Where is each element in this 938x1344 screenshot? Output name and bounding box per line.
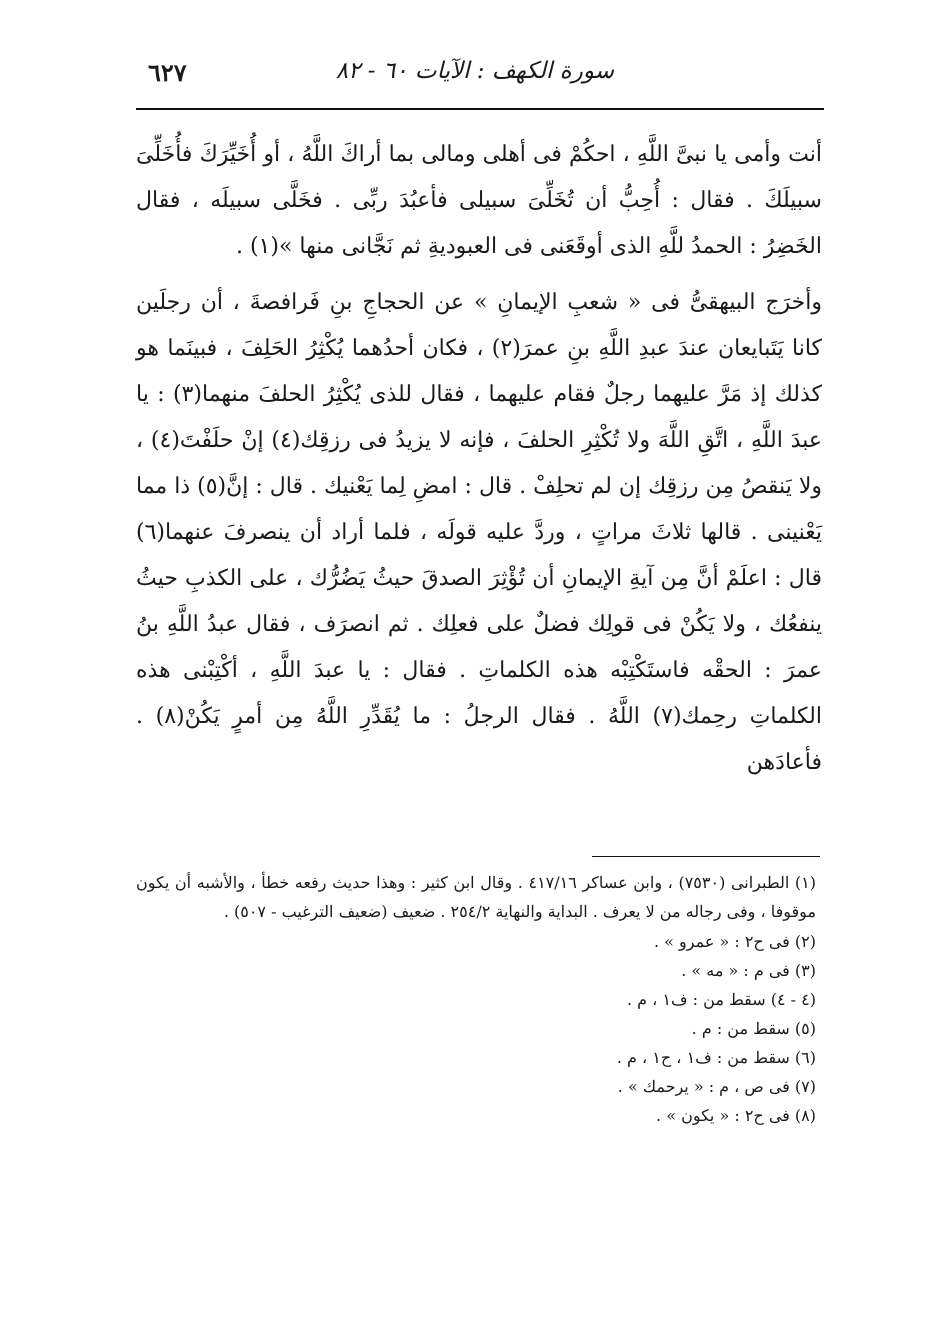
footnote: (١) الطبرانى (٧٥٣٠) ، وابن عساكر ٤١٧/١٦ . وقال ابن كثير : وهذا حديث رفعه خطأ ، والأشبه أن يكون موقوفا ، وفى رجاله من لا يعرف . البداية والنهاية ٢٥٤/٢ . ضعيف (ضعيف الترغيب - ٥٠٧) .: [136, 873, 816, 921]
footnote-rule: [592, 856, 820, 857]
paragraph: أنت وأمى يا نبىَّ اللَّهِ ، احكُمْ فى أهلى ومالى بما أراكَ اللَّهُ ، أو أُخَيِّرَكَ فأُخَلِّىَ سبيلَكَ . فقال : أُحِبُّ أن تُخَلِّىَ سبيلى فأعبُدَ ربِّى . فخَلَّى سبيلَه ، فقال الخَضِرُ : الحمدُ للَّهِ الذى أوقَعَنى فى العبوديةِ ثم نَجَّانى منها »(١) .: [136, 142, 822, 259]
footnote: (٤ - ٤) سقط من : ف١ ، م .: [626, 990, 816, 1009]
footnote: (٧) فى ص ، م : « يرحمك » .: [617, 1077, 816, 1096]
running-title: سورة الكهف : الآيات ٦٠ - ٨٢: [335, 58, 614, 84]
page-number: ٦٢٧: [148, 58, 187, 87]
footnotes: [136, 868, 816, 1130]
page-header: [140, 58, 822, 94]
footnote: (٢) فى ح٢ : « عمرو » .: [653, 932, 816, 951]
footnote: (٣) فى م : « مه » .: [681, 961, 816, 980]
footnote: (٥) سقط من : م .: [691, 1019, 816, 1038]
main-text: [136, 132, 822, 786]
footnote: (٨) فى ح٢ : « يكون » .: [656, 1106, 816, 1125]
header-rule: [136, 108, 824, 110]
footnote: (٦) سقط من : ف١ ، ح١ ، م .: [616, 1048, 816, 1067]
paragraph: وأخرَج البيهقىُّ فى « شعبِ الإيمانِ » عن الحجاجِ بنِ فَرافصةَ ، أن رجلَين كانا يَتَبايعان عندَ عبدِ اللَّهِ بنِ عمرَ(٢) ، فكان أحدُهما يُكْثِرُ الحَلِفَ ، فبينَما هو كذلك إذ مَرَّ عليهما رجلٌ فقام عليهما ، فقال للذى يُكْثِرُ الحلفَ منهما(٣) : يا عبدَ اللَّهِ ، اتَّقِ اللَّهَ ولا تُكْثِرِ الحلفَ ، فإنه لا يزيدُ فى رزقِك(٤) إنْ حلَفْتَ(٤) ، ولا يَنقصُ مِن رزقِك إن لم تحلِفْ . قال : امضِ لِما يَعْنيك . قال : إنَّ(٥) ذا مما يَعْنينى . قالها ثلاثَ مراتٍ ، وردَّ عليه قولَه ، فلما أراد أن ينصرفَ عنهما(٦) قال : اعلَمْ أنَّ مِن آيةِ الإيمانِ أن تُؤْثِرَ الصدقَ حيثُ يَضُرُّك ، على الكذبِ حيثُ ينفعُك ، ولا يَكُنْ فى قولِك فضلٌ على فعلِك . ثم انصرَف ، فقال عبدُ اللَّهِ بنُ عمرَ : الحقْه فاستَكْتِبْه هذه الكلماتِ . فقال : يا عبدَ اللَّهِ ، أكْتِبْنى هذه الكلماتِ رحِمك(٧) اللَّهُ . فقال الرجلُ : ما يُقَدِّرِ اللَّهُ مِن أمرٍ يَكُنْ(٨) . فأعادَهن: [136, 290, 823, 775]
